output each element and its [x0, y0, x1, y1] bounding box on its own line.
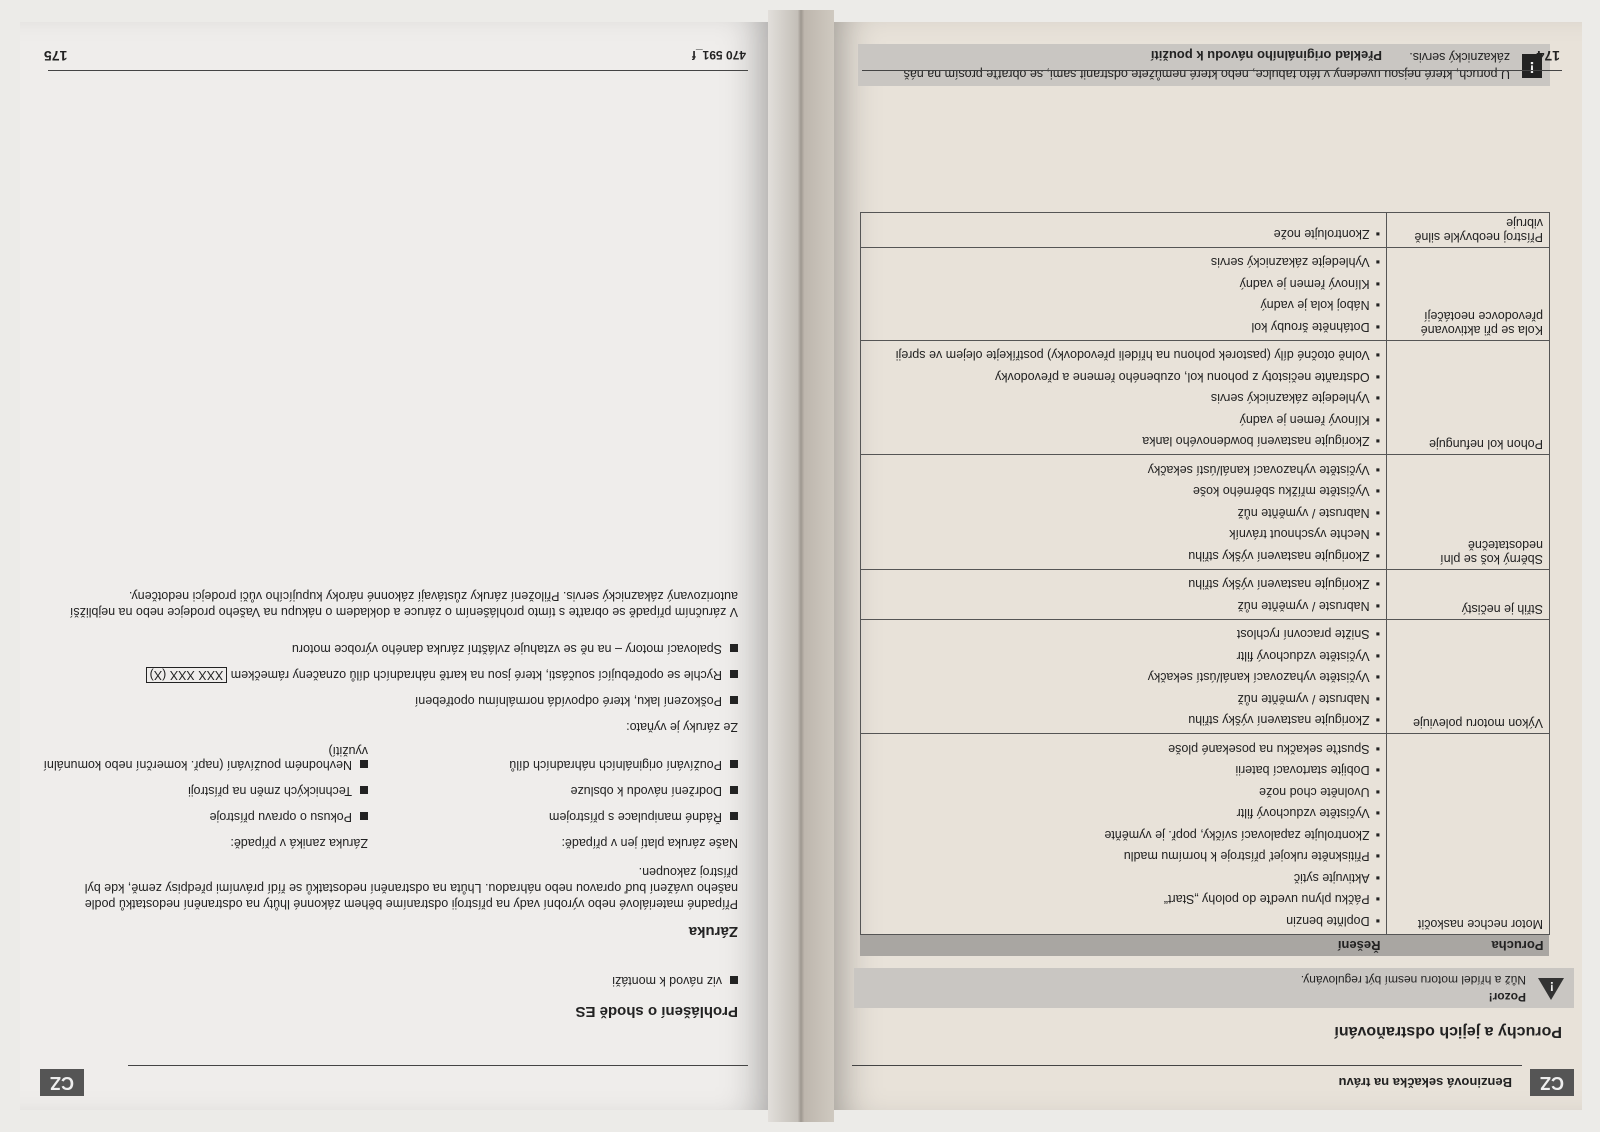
troubleshooting-table	[860, 212, 1550, 956]
table-row	[861, 213, 1550, 248]
caution-title: Pozor!	[1488, 990, 1526, 1004]
fault-cell: Motor nechce naskočit	[1387, 734, 1550, 935]
caution-box	[854, 968, 1574, 1008]
solution-item: ▪ Nabruste / vyměňte nůž	[867, 688, 1380, 710]
fault-cell: Výkon motoru poleviuje	[1387, 620, 1550, 735]
solution-item: ▪ Zkorigujte nastavení bowdenového lanka	[867, 430, 1380, 452]
bullet-icon	[730, 760, 738, 768]
solution-item: ▪ Uvolněte chod nože	[867, 781, 1380, 803]
solution-item: ▪ Vyčistěte vyhazovací kanál/ústí sekačky	[867, 459, 1380, 481]
solution-item: ▪ Aktivujte sytič	[867, 867, 1380, 889]
solution-cell	[861, 213, 1387, 248]
declaration-title: Prohlášení o shodě ES	[575, 1003, 738, 1020]
solution-item: ▪ Vyhledejte zákaznický servis	[867, 251, 1380, 273]
solution-item: ▪ Přitiskněte rukojeť přístroje k hornímu madlu	[867, 845, 1380, 867]
closing-text: V záručním případě se obraťte s tímto prohlášením o záruce a dokladem o nákupu na Vašeho prodejce nebo na nejbližší autorizovaný zákaznický servis. Přiložení záruky zůstávají zákonné nároky kupujícího vůči prodejci nedotčeny.	[69, 589, 738, 619]
solution-cell	[861, 455, 1387, 570]
excluded-item: Poškození laku, které odpovídá normálnímu opotřebení	[415, 694, 738, 708]
solution-item: ▪ Vyčistěte vzduchový filtr	[867, 802, 1380, 824]
list-item: Nevhodném používání (např. komerční nebo komunální využití)	[43, 744, 368, 772]
solution-item: ▪ Nabruste / vyměňte nůž	[867, 595, 1380, 617]
section-title: Poruchy a jejich odstraňování	[1334, 1023, 1562, 1040]
list-item: Pokusu o opravu přístroje	[210, 810, 368, 824]
table-row	[861, 455, 1550, 570]
valid-label: Naše záruka platí jen v případě:	[561, 836, 738, 850]
solution-item: ▪ Vyčistěte vzduchový filtr	[867, 645, 1380, 667]
solution-cell	[861, 570, 1387, 620]
fault-cell: Přístroj neobvykle silně vibruje	[1387, 213, 1550, 248]
solution-item: ▪ Zkontrolujte nože	[867, 223, 1380, 245]
fault-cell: Pohon kol nefunguje	[1387, 341, 1550, 456]
bullet-icon	[730, 976, 738, 984]
header-rule	[852, 1065, 1522, 1066]
footer-text: Překlad originálního návodu k použití	[1150, 48, 1382, 63]
column-header-solution: Řešení	[861, 935, 1387, 957]
table-row	[861, 734, 1550, 935]
solution-item: ▪ Vyhledejte zákaznický servis	[867, 387, 1380, 409]
page-174	[834, 22, 1582, 1110]
bullet-icon	[360, 760, 368, 768]
solution-cell	[861, 248, 1387, 341]
solution-item: ▪ Dotáhněte šrouby kol	[867, 316, 1380, 338]
fault-cell: Střih je nečistý	[1387, 570, 1550, 620]
column-header-fault: Porucha	[1387, 935, 1550, 957]
marked-part-box: XXX XXX (X)	[146, 667, 228, 683]
excluded-item: Spalovací motory – na ně se vztahuje zvláštní záruka daného výrobce motoru	[292, 642, 738, 656]
solution-item: ▪ Dobijte startovací baterii	[867, 759, 1380, 781]
excluded-label: Ze záruky je vyňato:	[626, 720, 738, 734]
solution-item: ▪ Volně otočné díly (pastorek pohonu na hřídeli převodovky) postříkejte olejem ve spreji	[867, 344, 1380, 366]
page-175	[20, 22, 768, 1110]
solution-item: ▪ Náboj kola je vadný	[867, 294, 1380, 316]
list-item: Řádné manipulace s přístrojem	[549, 810, 738, 824]
warning-triangle-icon	[1538, 978, 1564, 1000]
solution-item: ▪ Zkontrolujte zapalovací svíčky, popř. je vyměňte	[867, 824, 1380, 846]
warranty-title: Záruka	[688, 923, 738, 940]
bullet-icon	[730, 644, 738, 652]
solution-item: ▪ Páčku plynu uveďte do polohy „Start“	[867, 888, 1380, 910]
solution-item: ▪ Zkorigujte nastavení výšky střihu	[867, 709, 1380, 731]
fault-cell: Kola se při aktivované převodovce neotáčejí	[1387, 248, 1550, 341]
bullet-icon	[730, 696, 738, 704]
page-number: 174	[1536, 48, 1560, 64]
table-row	[861, 248, 1550, 341]
expires-label: Záruka zaniká v případě:	[230, 836, 368, 850]
list-item: Dodržení návodu k obsluze	[571, 784, 738, 798]
solution-item: ▪ Snižte pracovní rychlost	[867, 623, 1380, 645]
solution-item: ▪ Odstraňte nečistoty z pohonu kol, ozubeného řemene a převodovky	[867, 366, 1380, 388]
header-title: Benzinová sekačka na trávu	[1338, 1075, 1512, 1090]
bullet-icon	[730, 812, 738, 820]
solution-item: ▪ Doplňte benzin	[867, 910, 1380, 932]
warranty-text: Případné materiálové nebo výrobní vady na přístroji odstraníme během zákonné lhůty na odstranění nedostatků podle našeho uvážení buď opravou nebo náhradou. Lhůta na odstranění nedostatků se řídí právními předpisy země, kde byl přístroj zakoupen.	[84, 865, 738, 911]
language-badge: CZ	[40, 1069, 84, 1096]
solution-item: ▪ Zkorigujte nastavení výšky střihu	[867, 545, 1380, 567]
solution-item: ▪ Spusťte sekačku na posekané ploše	[867, 738, 1380, 760]
bullet-icon	[730, 670, 738, 678]
solution-item: ▪ Zkorigujte nastavení výšky střihu	[867, 573, 1380, 595]
solution-item: ▪ Klínový řemen je vadný	[867, 409, 1380, 431]
caution-message: Nůž a hřídel motoru nesmí být regulovány.	[1300, 973, 1526, 987]
solution-item: ▪ Nabruste / vyměňte nůž	[867, 502, 1380, 524]
bullet-icon	[360, 812, 368, 820]
footer-code: 470 591_f	[691, 48, 746, 62]
solution-cell	[861, 620, 1387, 735]
list-item: Používání originálních náhradních dílů	[509, 758, 738, 772]
language-badge: CZ	[1530, 1069, 1574, 1096]
page-number: 175	[44, 48, 68, 64]
book-gutter	[768, 10, 834, 1122]
list-item: Technických změn na přístroji	[188, 784, 368, 798]
excluded-item: Rychle se opotřebující součásti, které jsou na kartě náhradních dílů označeny rámečkem XXX XXX (X)	[146, 668, 738, 682]
solution-cell	[861, 341, 1387, 456]
solution-item: ▪ Nechte vyschnout trávník	[867, 523, 1380, 545]
footer-rule	[862, 70, 1562, 71]
table-row	[861, 570, 1550, 620]
solution-item: ▪ Vyčistěte vyhazovací kanál/ústí sekačky	[867, 666, 1380, 688]
info-icon: !	[1522, 54, 1542, 78]
footer-rule	[48, 70, 748, 71]
header-rule	[128, 1065, 748, 1066]
declaration-item: viz návod k montáži	[612, 974, 738, 988]
table-row	[861, 620, 1550, 735]
solution-item: ▪ Vyčistěte mřížku sběrného koše	[867, 480, 1380, 502]
table-row	[861, 341, 1550, 456]
bullet-icon	[730, 786, 738, 794]
bullet-icon	[360, 786, 368, 794]
fault-cell: Sběrný koš se plní nedostatečně	[1387, 455, 1550, 570]
solution-item: ▪ Klínový řemen je vadný	[867, 273, 1380, 295]
info-text: U poruch, které nejsou uvedeny v této tabulce, nebo které nemůžete odstranit sami, se obraťte prosím na náš zákaznický servis.	[903, 50, 1510, 81]
solution-cell	[861, 734, 1387, 935]
